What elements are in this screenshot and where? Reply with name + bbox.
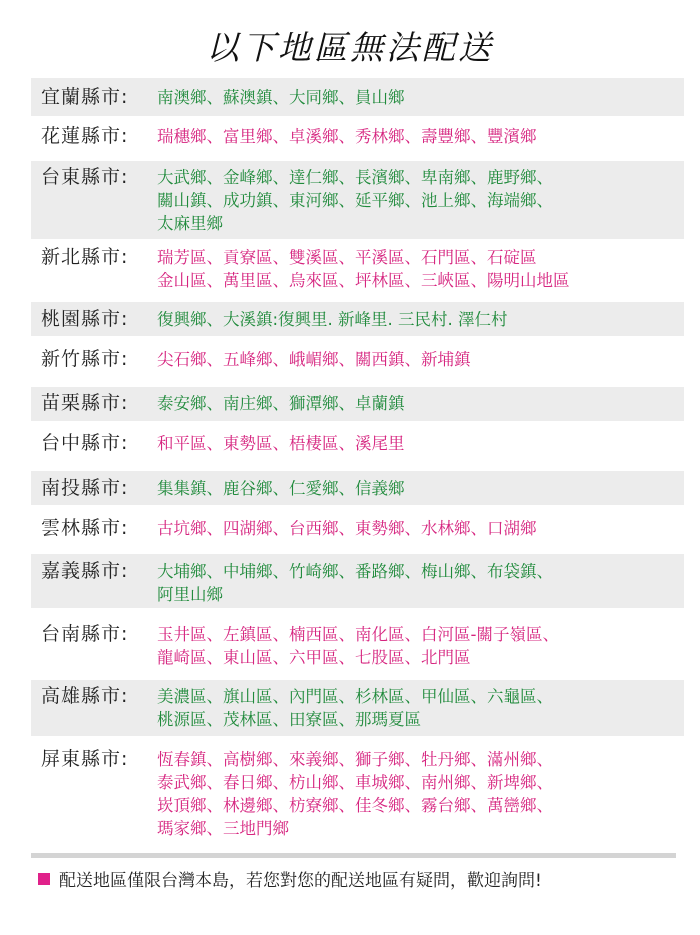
county-label: 台中縣市: [41,432,129,454]
area-line: 阿里山鄉 [157,585,223,604]
county-row [31,618,684,670]
county-label: 嘉義縣市: [41,560,129,582]
area-list [157,560,684,606]
county-row [31,78,684,116]
area-line: 尖石鄉、五峰鄉、峨嵋鄉、關西鎮、新埔鎮 [157,350,471,369]
area-line: 關山鎮、成功鎮、東河鄉、延平鄉、池上鄉、海端鄉、 [157,191,553,210]
county-row [31,427,684,461]
area-line: 太麻里鄉 [157,214,223,233]
footer-text: 配送地區僅限台灣本島，若您對您的配送地區有疑問，歡迎詢問! [59,871,542,891]
county-label: 南投縣市: [41,477,129,499]
county-row [31,743,684,847]
area-line: 瑞穗鄉、富里鄉、卓溪鄉、秀林鄉、壽豐鄉、豐濱鄉 [157,127,537,146]
county-label: 台東縣市: [41,166,129,188]
county-row [31,302,684,336]
area-list [157,125,684,148]
bullet-square-icon [38,873,50,885]
area-line: 泰武鄉、春日鄉、枋山鄉、車城鄉、南州鄉、新埤鄉、 [157,773,553,792]
area-line: 和平區、東勢區、梧棲區、溪尾里 [157,434,405,453]
area-list [157,685,684,731]
county-label: 桃園縣市: [41,308,129,330]
county-row [31,471,684,505]
county-row [31,554,684,608]
area-line: 復興鄉、大溪鎮:復興里. 新峰里. 三民村. 澤仁村 [157,310,508,329]
area-line: 瑪家鄉、三地門鄉 [157,819,289,838]
area-line: 大武鄉、金峰鄉、達仁鄉、長濱鄉、卑南鄉、鹿野鄉、 [157,168,553,187]
page-title: 以下地區無法配送 [206,28,494,67]
area-line: 玉井區、左鎮區、楠西區、南化區、白河區-關子嶺區、 [157,625,559,644]
area-list [157,348,684,371]
area-line: 龍崎區、東山區、六甲區、七股區、北門區 [157,648,471,667]
area-list [157,166,684,235]
area-line: 桃源區、茂林區、田寮區、那瑪夏區 [157,710,421,729]
divider [31,853,676,858]
county-label: 苗栗縣市: [41,392,129,414]
county-label: 花蓮縣市: [41,125,129,147]
area-line: 泰安鄉、南庄鄉、獅潭鄉、卓蘭鎮 [157,394,405,413]
area-list [157,432,684,455]
area-line: 南澳鄉、蘇澳鎮、大同鄉、員山鄉 [157,88,405,107]
area-list [157,623,684,669]
county-label: 台南縣市: [41,623,129,645]
county-row [31,161,684,239]
area-line: 集集鎮、鹿谷鄉、仁愛鄉、信義鄉 [157,479,405,498]
area-list [157,308,684,331]
area-line: 美濃區、旗山區、內門區、杉林區、甲仙區、六龜區、 [157,687,553,706]
county-row [31,512,684,546]
footer-note [38,866,542,891]
county-label: 新北縣市: [41,246,129,268]
county-row [31,387,684,421]
area-line: 金山區、萬里區、烏來區、坪林區、三峽區、陽明山地區 [157,271,570,290]
county-label: 高雄縣市: [41,685,129,707]
county-label: 新竹縣市: [41,348,129,370]
county-row [31,680,684,736]
area-line: 古坑鄉、四湖鄉、台西鄉、東勢鄉、水林鄉、口湖鄉 [157,519,537,538]
area-line: 崁頂鄉、林邊鄉、枋寮鄉、佳冬鄉、霧台鄉、萬巒鄉、 [157,796,553,815]
area-list [157,392,684,415]
area-list [157,246,684,292]
county-label: 雲林縣市: [41,517,129,539]
county-row [31,343,684,377]
area-list [157,517,684,540]
county-label: 屏東縣市: [41,748,129,770]
area-list [157,477,684,500]
area-list [157,86,684,109]
county-label: 宜蘭縣市: [41,86,129,108]
area-line: 恆春鎮、高樹鄉、來義鄉、獅子鄉、牡丹鄉、滿州鄉、 [157,750,553,769]
county-row [31,120,684,154]
area-list [157,748,684,840]
area-line: 瑞芳區、貢寮區、雙溪區、平溪區、石門區、石碇區 [157,248,537,267]
area-line: 大埔鄉、中埔鄉、竹崎鄉、番路鄉、梅山鄉、布袋鎮、 [157,562,553,581]
county-row [31,241,684,293]
